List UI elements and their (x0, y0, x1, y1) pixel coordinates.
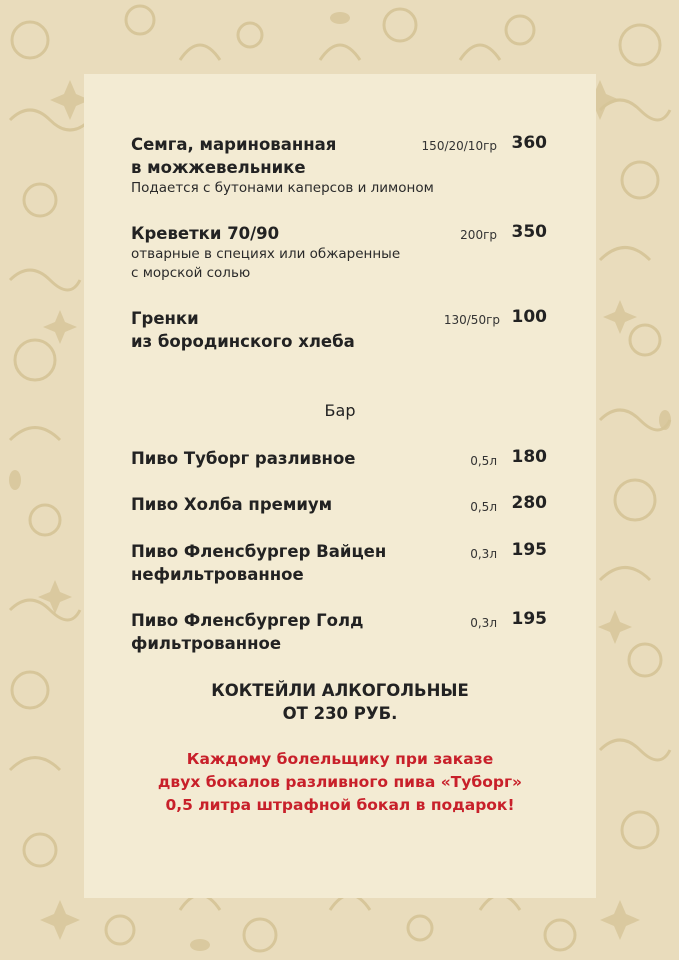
item-price: 195 (511, 540, 547, 560)
item-name: Креветки 70/90 (131, 224, 280, 243)
cocktails-line1: КОКТЕЙЛИ АЛКОГОЛЬНЫЕ (211, 681, 469, 700)
item-name: Пиво Туборг разливное (131, 449, 356, 468)
item-name: Семга, маринованная (131, 135, 337, 154)
item-name-cont: фильтрованное (131, 634, 282, 653)
promo-line3: 0,5 литра штрафной бокал в подарок! (165, 796, 515, 814)
item-description: отварные в специях или обжаренные (131, 246, 401, 262)
item-price: 100 (511, 307, 547, 327)
item-description: Подается с бутонами каперсов и лимоном (131, 180, 434, 196)
promo-line1: Каждому болельщику при заказе (186, 750, 494, 768)
section-title-bar: Бар (324, 401, 356, 420)
cocktails-note (84, 679, 596, 725)
item-name: Пиво Фленсбургер Вайцен (131, 542, 387, 561)
item-portion: 0,5л (470, 500, 497, 514)
item-name: Гренки (131, 309, 199, 328)
item-name: Пиво Холба премиум (131, 495, 333, 514)
item-price: 360 (511, 133, 547, 153)
item-portion: 0,3л (470, 547, 497, 561)
promo-text (84, 748, 596, 817)
item-price: 280 (511, 493, 547, 513)
item-portion: 130/50гр (443, 313, 500, 327)
item-price: 180 (511, 447, 547, 467)
item-portion: 200гр (460, 228, 497, 242)
cocktails-line2: ОТ 230 РУБ. (282, 704, 398, 723)
item-name-cont: в можжевельнике (131, 158, 306, 177)
item-price: 350 (511, 222, 547, 242)
item-price: 195 (511, 609, 547, 629)
item-name-cont: из бородинского хлеба (131, 332, 355, 351)
item-portion: 150/20/10гр (421, 139, 497, 153)
item-portion: 0,5л (470, 454, 497, 468)
item-description-cont: с морской солью (131, 265, 251, 281)
item-name: Пиво Фленсбургер Голд (131, 611, 364, 630)
item-portion: 0,3л (470, 616, 497, 630)
promo-line2: двух бокалов разливного пива «Туборг» (157, 773, 523, 791)
item-name-cont: нефильтрованное (131, 565, 304, 584)
